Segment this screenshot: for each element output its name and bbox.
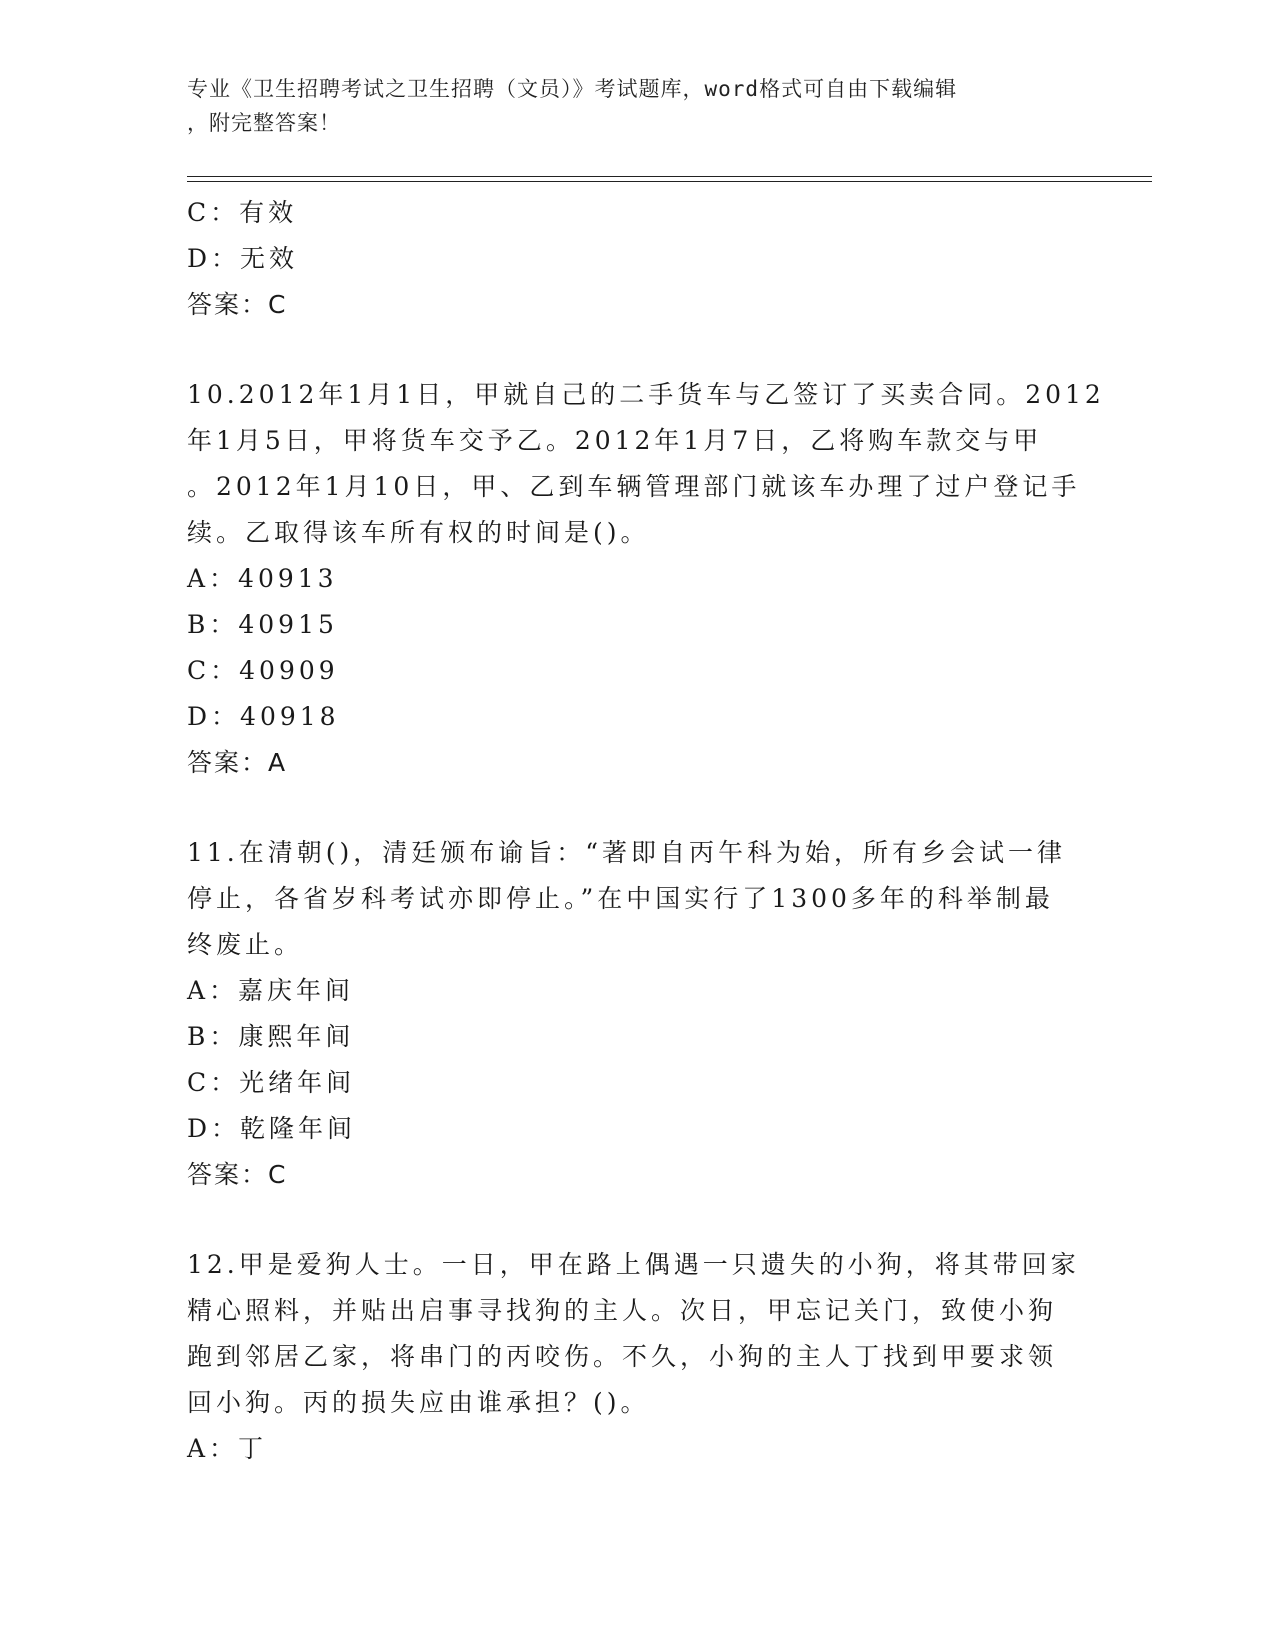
option-b: B：40915	[187, 610, 338, 639]
question-text-line: 停止，各省岁科考试亦即停止。”在中国实行了1300多年的科举制最	[187, 884, 1054, 913]
question-text-line: 续。乙取得该车所有权的时间是()。	[187, 518, 650, 547]
option-a: A：嘉庆年间	[187, 976, 355, 1005]
question-12	[187, 1242, 1087, 1472]
question-text-line: 12.甲是爱狗人士。一日，甲在路上偶遇一只遗失的小狗，将其带回家	[187, 1250, 1080, 1279]
option-d: D：乾隆年间	[187, 1114, 357, 1143]
question-10	[187, 372, 1105, 786]
question-11	[187, 830, 1087, 1198]
answer-line: 答案：C	[187, 290, 288, 319]
option-d: D：无效	[187, 244, 299, 273]
header-divider-top	[187, 176, 1152, 177]
header-line-2: ，附完整答案！	[187, 111, 341, 135]
option-d: D：40918	[187, 702, 340, 731]
header-line-1: 专业《卫生招聘考试之卫生招聘（文员）》考试题库，word格式可自由下载编辑	[187, 77, 958, 101]
option-c: C：有效	[187, 198, 298, 227]
option-a: A：丁	[187, 1434, 268, 1463]
option-c: C：40909	[187, 656, 339, 685]
question-text-line: 回小狗。丙的损失应由谁承担？()。	[187, 1388, 650, 1417]
answer-line: 答案：C	[187, 1160, 288, 1189]
answer-line: 答案：A	[187, 748, 288, 777]
page-header	[187, 72, 1087, 140]
option-b: B：康熙年间	[187, 1022, 355, 1051]
question-text-line: 终废止。	[187, 930, 304, 959]
option-c: C：光绪年间	[187, 1068, 356, 1097]
question-text-line: 精心照料，并贴出启事寻找狗的主人。次日，甲忘记关门，致使小狗	[187, 1296, 1058, 1325]
document-body	[187, 190, 1105, 1472]
option-a: A：40913	[187, 564, 338, 593]
question-text-line: 10.2012年1月1日，甲就自己的二手货车与乙签订了买卖合同。2012	[187, 380, 1105, 409]
question-text-line: 。2012年1月10日，甲、乙到车辆管理部门就该车办理了过户登记手	[187, 472, 1081, 501]
question-text-line: 跑到邻居乙家，将串门的丙咬伤。不久，小狗的主人丁找到甲要求领	[187, 1342, 1058, 1371]
question-9-tail	[187, 190, 1087, 328]
question-text-line: 11.在清朝()，清廷颁布谕旨：“著即自丙午科为始，所有乡会试一律	[187, 838, 1067, 867]
question-text-line: 年1月5日，甲将货车交予乙。2012年1月7日，乙将购车款交与甲	[187, 426, 1043, 455]
header-divider-bottom	[187, 181, 1152, 182]
